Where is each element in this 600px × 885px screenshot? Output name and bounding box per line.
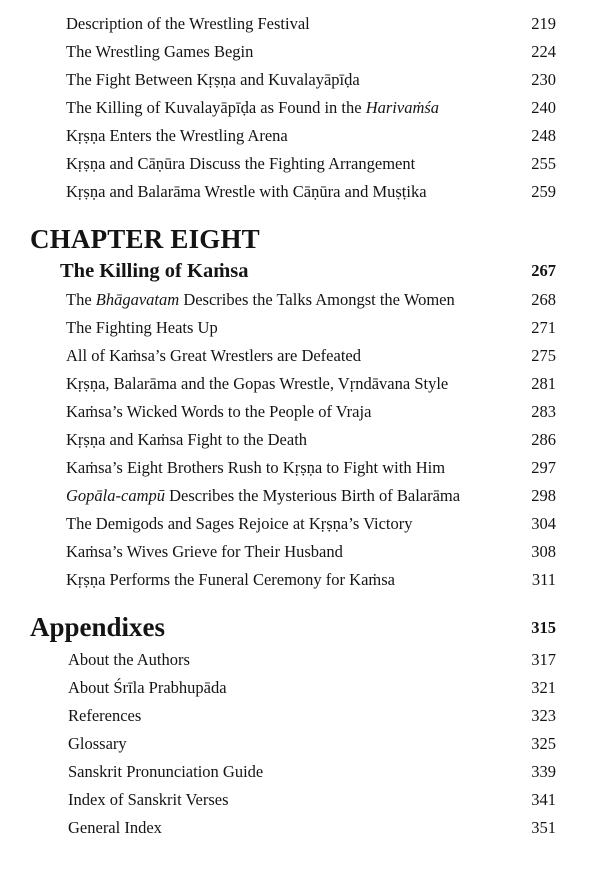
toc-entry-title: The Wrestling Games Begin [66,42,254,61]
toc-entry-page: 283 [531,402,556,421]
toc-entry-title [66,484,460,508]
toc-entry [0,400,600,428]
toc-entry-page: 271 [531,318,556,337]
toc-entry [0,732,600,760]
toc-entry [0,816,600,844]
toc-entry-title-italic: Gopāla-campū [66,486,165,505]
toc-entry-page: 275 [531,346,556,365]
toc-entry-page: 323 [531,706,556,725]
toc-entry [0,12,600,40]
toc-entry-page: 230 [531,70,556,89]
toc-entry-page: 304 [531,514,556,533]
toc-entry-page: 341 [531,790,556,809]
toc-entry [0,40,600,68]
toc-entry-page: 281 [531,374,556,393]
appendixes-page: 315 [531,618,556,637]
toc-entry-page: 297 [531,458,556,477]
toc-entry-title [66,288,455,312]
toc-entry [0,152,600,180]
toc-entry-title [66,96,439,120]
toc-entry-title: Kṛṣṇa and Balarāma Wrestle with Cāṇūra and Muṣṭika [66,182,427,201]
toc-entry-title: Index of Sanskrit Verses [68,790,229,809]
toc-entry [0,456,600,484]
toc-entry-title: Kaṁsa’s Wives Grieve for Their Husband [66,542,343,561]
toc-entry-title-part: The [66,290,96,309]
chapter-title-row [0,257,600,287]
toc-entry-title: All of Kaṁsa’s Great Wrestlers are Defeated [66,346,361,365]
toc-entry-page: 311 [531,570,556,589]
toc-entry [0,316,600,344]
toc-entry-page: 308 [531,542,556,561]
toc-entry [0,704,600,732]
chapter-heading: CHAPTER EIGHT [30,224,260,254]
toc-entry [0,512,600,540]
toc-entry-page: 339 [531,762,556,781]
toc-entry-title: The Demigods and Sages Rejoice at Kṛṣṇa’s Victory [66,514,413,533]
toc-entry-page: 321 [531,678,556,697]
toc-entry [0,180,600,208]
toc-entry-title: The Fight Between Kṛṣṇa and Kuvalayāpīḍa [66,70,360,89]
toc-entry-title-part: Describes the Talks Amongst the Women [179,290,455,309]
toc-entry-title: Kaṁsa’s Wicked Words to the People of Vraja [66,402,372,421]
toc-entry-page: 298 [531,486,556,505]
toc-entry [0,68,600,96]
toc-entry-title: Kṛṣṇa Performs the Funeral Ceremony for Kaṁsa [66,570,395,589]
toc-entry-page: 268 [531,290,556,309]
toc-entry [0,540,600,568]
toc-entry-title: Glossary [68,734,127,753]
toc-entry [0,788,600,816]
toc-entry-title: About Śrīla Prabhupāda [68,678,227,697]
toc-entry [0,760,600,788]
toc-entry-title: Kṛṣṇa and Kaṁsa Fight to the Death [66,430,308,449]
toc-entry [0,676,600,704]
toc-entry-title: References [68,706,142,725]
toc-entry-title: Kṛṣṇa Enters the Wrestling Arena [66,126,288,145]
toc-entry-page: 351 [531,818,556,837]
toc-entry-title: Description of the Wrestling Festival [66,14,310,33]
appendixes-heading: Appendixes [30,612,166,642]
chapter-title: The Killing of Kaṁsa [60,260,249,282]
toc-entry-title-italic: Bhāgavatam [95,290,180,309]
toc-entry [0,484,600,512]
toc-entry-page: 219 [531,14,556,33]
toc-entry-page: 259 [531,182,556,201]
toc-entry [0,96,600,124]
toc-entry-page: 255 [531,154,556,173]
toc-entry [0,568,600,596]
toc-entry-title: General Index [68,818,162,837]
toc-entry-page: 240 [531,98,556,117]
toc-entry [0,372,600,400]
toc-entry-page: 224 [531,42,556,61]
toc-entry [0,124,600,152]
toc-entry-title: Kṛṣṇa and Cāṇūra Discuss the Fighting Arrangement [66,154,416,173]
toc-entry-page: 325 [531,734,556,753]
appendixes-heading-row [0,610,600,646]
toc-entry-title: Kṛṣṇa, Balarāma and the Gopas Wrestle, Vṛndāvana Style [66,374,449,393]
chapter-page: 267 [531,261,556,280]
toc-entry-title-italic: Harivaṁśa [365,98,440,117]
toc-entry-title: The Fighting Heats Up [66,318,218,337]
toc-entry-title-part: The Killing of Kuvalayāpīḍa as Found in the [66,98,366,117]
toc-entry [0,428,600,456]
toc-entry-title: About the Authors [68,650,190,669]
toc-entry-page: 317 [531,650,556,669]
toc-entry-title-part: Describes the Mysterious Birth of Balarāma [164,486,461,505]
toc-entry-page: 248 [531,126,556,145]
toc-entry-page: 286 [531,430,556,449]
toc-entry-title: Kaṁsa’s Eight Brothers Rush to Kṛṣṇa to Fight with Him [66,458,446,477]
toc-entry [0,344,600,372]
toc-entry [0,648,600,676]
toc-entry [0,288,600,316]
toc-entry-title: Sanskrit Pronunciation Guide [68,762,264,781]
